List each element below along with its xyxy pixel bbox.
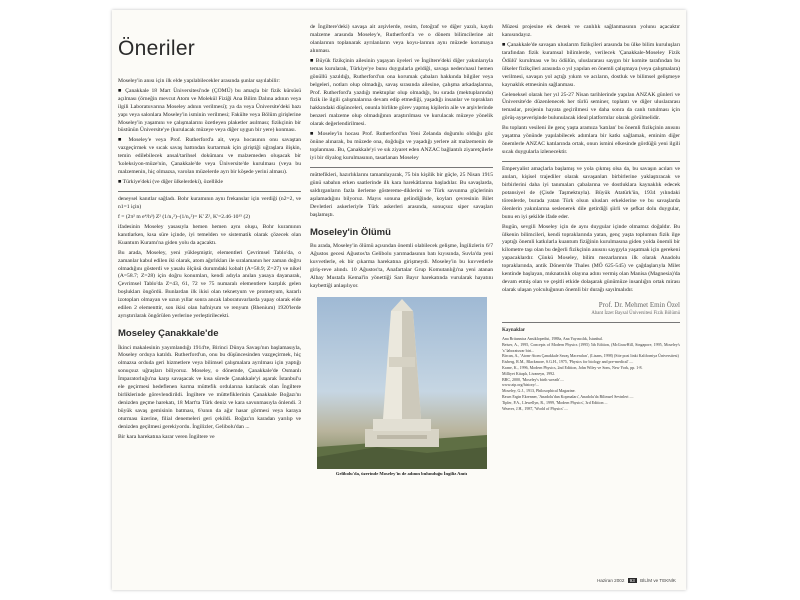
- paragraph: ifadesinin Moseley yasasıyla hemen hemen aynı oluşu, Bohr kuramının kanıtlarken, kısa süre içinde, iyi temelden ve sistematik olarak çözecek olan Kuantum Kuramı'na giden yolu da açacaktı.: [118, 223, 301, 246]
- paragraph: Müzesi projesine ek destek ve canlılık sağlanmasının yolunu açacaktır kanısındayız.: [502, 24, 680, 38]
- paragraph: Geleneksel olarak her yıl 25-27 Nisan tarihlerinde yapılan ANZAK günleri ve Üniversite'de düzenlenecek her türlü seminer, toplantı ve diğer uluslararası temaslar, projenin hayata geçirilmesi ve daha sonra da canlı tutulması için görüş-ayşeverişinde bulunulacak ideal platformlar olarak görülmelidir.: [502, 91, 680, 122]
- memorial-photo: [317, 297, 487, 469]
- paragraph: deneysel kanıtlar sağladı. Bohr kuramının aynı frekanslar için verdiği (n2=2, ve n1=1 için): [118, 196, 301, 210]
- paragraph: Bu arada, Moseley, yeni yükleşmiştir, elementleri Çevrimsel Tablo'da, o zamanlar kabul edilen iki olarak, atom ağırlıkları ile sıralamanın her zaman doğru olmadığını gösterdi ve yasalu ölçüsü durumdaki kobalt (A=58.9; Z=27) ve nikel (A=58.7; Z=28) için doğru konumları, kendi adıyla anılan yasaya dayanarak, Çevrimsel Tablo'da Z=43, 61, 72 ve 75 numaralı elementlere karşılık gelen boşlukları öngördü. Bunlardan ilk ikisi olan teknetyum ve prometyum, kararlı izotopları olmayan ve uzun yıllar sonra ancak laboratuvarlarda yapay olarak elde edilen 2 elementtir, son ikisi olan hafniyum ve renyum (Rhenium) 1920'lerde ayrıştırılarak öngörülen yerlerine yerleştirilecekti.: [118, 249, 301, 320]
- references: [502, 327, 680, 412]
- column-1: [118, 24, 301, 444]
- section-divider: [310, 167, 493, 168]
- journal-name: BİLİM ve TEKNİK: [640, 578, 676, 583]
- formula-text: f = (2π² m e⁴/h³) Z² (1/n₁²)–(1/n₂²)= K' Z², K'=2.46·10¹⁵: [118, 213, 243, 220]
- reference-item: Ana Britannica Ansiklopedisi, 1988a, Ana Yayıncılık, İstanbul.: [502, 335, 603, 341]
- references-title: Kaynaklar: [502, 327, 526, 333]
- reference-item: Weaver, J.H., 1987, 'World of Physics' ....: [502, 405, 569, 411]
- reference-item: Moseley, G.J., 1913, Philosophical Magazine.: [502, 388, 576, 394]
- paragraph: Moseley'in anısı için ilk elde yapılabilecekler arasında şunlar sayılabilir:: [118, 77, 280, 84]
- page-footer: [597, 578, 676, 583]
- paragraph: ■ Çanakkale'de savaşan uluslarım fizikçileri arasında bu ülke bilim kuruluşları tarafından fizik kuramsal bilimlerde, verilecek 'Çanakkale-Moseley Fizik Ödülü' kurulması ve bu ödülün, uluslararası saygın bir komite tarafından bu ülkeler fizikçileri arasında o yıl yapılan en önemli çalışmaya (veya çalışmalara) verilmesi, savaşın yol açtığı yıkım ve acıların, dostluk ve bilimsel gelişmeye kaynaklık etmesinin sağlanması.: [502, 41, 680, 88]
- reference-item: Milliyet Kitaplı, Livaneyn, 1992.: [502, 370, 556, 376]
- references-divider: [502, 322, 680, 323]
- reference-item: www.aip.org/history/...: [502, 382, 539, 388]
- section-heading: Moseley'in Ölümü: [310, 226, 391, 238]
- formula: [118, 214, 301, 222]
- reference-item: Rawn Ergin Ekrenner, 'Anadolu'dan Kopmaları', Anadolu'da Bilimsel Sevinleri ....: [502, 393, 634, 399]
- paragraph: ■ Büyük fizikçinin ailesinin yaşayan üyeleri ve İngiltere'deki diğer yakınlarıyla temas kurularak, Türkiye'ye bunu duygularla geldiği, savaşa neden/nasıl hemen gönüllü yazıldığı, Rutherford'un ona korumak çabaları hakkında bilgiler veya belgeleri, notları olup olmadığı, savaş sırasında ailesine, çalışma arkadaşlarına, Prof. Rutherford'a yazdığı mektuplar olup olmadığı, bu sırada (mektuplarında) fizik ile ilgili çalışmalarına devam edip etmediği, yaşadığı insanlar ve toprakları hakkındaki düşünceleri, onunla birlikte görev yapmış kişilerin aile ve arşivlerinde benzeri malzeme olup olmadığının araştırılması ve kurulacak müzeye yönelik olarak değerlendirilmesi.: [310, 57, 493, 128]
- section-divider: [118, 191, 301, 192]
- paragraph: İkinci makalesinin yayımlandığı 1914'te, Birinci Dünya Savaşı'nın başlamasıyla, Moseley orduya katıldı. Rutherford'un, onu bu düşüncesinden vazgeçirmek, hiç olmazsa orduda geri hizmetlere veya bilimsel çalışmalara ayrılması için yaptığı sonuçsuz uğraşları biliyoruz. Moseley, o dönemde, Çanakkale'de Osmanlı İmparatorluğu'na karşı savaşacak ve kısa sürede Çanakkale'yi aşarak İstanbul'u ele geçirmesi hedeflenen karma müttefik ordularına katılacak olan İngiltere birliklerinde görevlendirildi. İngiltere ve müttefiklerinin Çanakkale Boğazı'nı denizden geçme harekatı, 18 Mart'ta Türk deniz ve kara savunmasıyla önlendi. 3 büyük savaş gemisinin batması, 6'sının da ağır hasar görmesi veya karaya oturması üzerine, filial denemeleri geri çekildi. Boğaz'ın karadan yarılıp ve denizden geçilmesi gerekiyordu. İngilizler, Gelibolu'dan ...: [118, 344, 301, 430]
- reference-item: BBC, 2000, 'Moseley's birth wreath'....: [502, 376, 564, 382]
- memorial-obelisk-image: [317, 297, 487, 469]
- paragraph: Bugün, sevgili Moseley için de aynı duygular içinde olmamız doğaldır. Bu ülkenin bilimcileri, kendi topraklarında yatan, genç yaşta toplumun fizik ilge yaptığı önemli katkılarla kuantum fiziğinin kurulmasına giden yolda önemli bir kilometre taşı olan bu değerli fizikçinin anısını saygıyla yaşatmak için gerekeni yapacaklardır. Çünkü Moseley, bilim mezarlarının ilk olarak Anadolu topraklarında, antik Dönem'de Thales (MÖ 625-545) ve çağdaşlarıyla Milet kentinde başlayan, mıknatıslık olayına adını vermiş olan Manisa (Magnesia)'da devam etmiş olan ve çeşitli etkide dolaşarak günümüze insanlığın ortak mirası olarak ulaşan yolculuğunun önemli bir durağı sayılmalıdır.: [502, 223, 680, 294]
- issue-date: Haziran 2002: [597, 578, 625, 583]
- paragraph: ■ Moseley'e veya Prof. Rutherford'a ait, veya hocasının onu savaştan vazgeçirmek ve sıcak savaş hattından kurtarmak için giriştiği uğraşlara ilişkin, temin edilebilecek ansal/tarihsel dokümanı ve malzemeden oluşacak bir 'koleksiyon-müze'nin, Çanakkale'de veya Üniversite'de kurulması (veya bu malzemenin, hiç olmazsa, varolan müzelerde ayrı bir köşede yerini alması).: [118, 137, 301, 176]
- reference-item: Krane, K., 1996, Modern Physics, 2nd Edition, John Wiley ve Sons, New York, pp. 1-8.: [502, 364, 643, 370]
- paragraph: Bu arada, Moseley'in ölümü açısından önemli olabilecek gelişme, İngilizlerin 6/7 Ağustos gecesi Ağustos'ta Gelibolu yarımadasının batı kıyısında, Suvla'da yeni kuvvetlerle, ek bir çıkarma harekatına girişmeydi. Moseley'in bu kuvvetlerle giriş-reve alındı. 10 Ağustos'ta, Anafartalar Grup Komutanlığı'na yeni atanan Albay Mustafa Kemal'in yönettiği Sarı Bayır harekatında vurularak hayatını kaybettiği anlaşılıyor.: [310, 243, 493, 289]
- page-title: Öneriler: [118, 37, 196, 60]
- paragraph: müttefikleri, hazırlıklarını tamamlayarak, 75 bin kişilik bir güçle, 25 Nisan 1915 günü sabahın erken saatlerinde ilk kara harekâtlarına başladılar. Bu savaşlarda, saldırganların fazla ilerleme göstereme-diklerini ve Türk savunma güçlerinin aşılamadığını bilyoruz. Mayıs sonuna gelindiğinde, koyları çevresinin Bilet Devletleri askerleriyle Türk askerleri arasında, sonuçsuz siper savaşları başlamıştı.: [310, 171, 493, 218]
- photo-caption: Gelibolu'da, üzerinde Moseley'in de adının bulunduğu İngiliz Anıtı: [335, 470, 468, 476]
- paragraph: ■ Moseley'in hocası Prof. Rutherford'un Yeni Zelanda doğumlu olduğu göz önüne alınarak, bu müzede ona, doğduğu ve yaşadığı yerlere ait malzemenin de toplanması. Bu, Çanakkale'yi ve sık ziyaret eden ANZAC bağlantılı ziyaretçilerle iyi bir diyalog kurulmasının, tasarlanan Moseley: [310, 131, 493, 161]
- column-2: [310, 24, 493, 481]
- author-affiliation: Abant İzzet Baysal Üniversitesi Fizik Bölümü: [591, 310, 680, 316]
- paragraph: de İngiltere'deki) savaşa ait arşivlerde, resim, fotoğraf ve diğer yazılı, kaydı malzeme arasında Moseley'e, Rutherford'a ve o dönem bilimcilerine ait olanlarının toplanarak ayrılanların veya koyu-larının aynı müzede korumaya alınması.: [310, 24, 493, 54]
- paragraph: Emperyalist amaçlarla başlamış ve yola çıkmış olsa da, bu savaşın acıları ve anıları, kişisel trajediler olarak savaşanları birbirlerine yaklaştıracak ve birbirlerini daha iyi tanımaları çabalarına ve dostluklara kaynaklık edecek potansiyel de (Çisde Taşmektuyla). Büyük Atatürk'ün, 1934 yılındaki törenlerde, burada yatan Türk olsun ulusları erkeklerine ve bu savaşlarda ölenlerin yakınlarına seslenerek dile getirdiği şiirli ve şefkat dolu duygular, bunu en iyi şekilde ifade eder.: [502, 166, 680, 220]
- reference-item: Eisberg, R.M., Blackmore, S.G.H., 1975, 'Physics for biology and pre-medical' ....: [502, 359, 634, 365]
- reference-item: Beiser, A., 1995, Concepts of Modern Physics (1995) 5th Edition, (McGrawHill, Singapore, 1995, Moseley's 'x' laboratuvar biri...: [502, 341, 680, 353]
- formula-number: (2): [243, 213, 251, 220]
- paragraph: Bu toplantı vesileni ile genç yaşta aramıza 'katılan' bu önemli fizikçinin anısını yaşatma yönünde yapılabilecek adımlara bir katkı sağlamak, eminim diğer önemlerle ANZAC katılarında ortak, onun ismini elkesinde gördüğü yeni ilgili sıcak duygularla izlenecektir.: [502, 125, 680, 156]
- reference-item: Bircan, A., 'Atom-Atom Çanakkale Savaş Maceraları', (Lisans, 1998) (Site pozi linki Kaliforniya Üniversitesi): [502, 353, 679, 359]
- section-heading: Moseley Çanakkale'de: [118, 328, 219, 340]
- section-divider: [502, 161, 680, 162]
- author-name: Prof. Dr. Mehmet Emin Özel: [598, 301, 680, 309]
- paragraph: ■ Çanakkale 18 Mart Üniversitesi'nde (ÇOMÜ) bu amaçla bir fizik kürsüsü açılması (örneğin mevcut Atom ve Molekül Fiziği Ana Bilim Dalına adının veya ilgili Laboratuvarına Moseley adının verilmesi); ya da veya Üniversite'deki bazı yapı veya salonlara Moseley'in isminin verilmesi; Fakülte veya Bölüm girişlerine Moseley'in yaşamını ve çalışmalarını özetleyen plaketler asılması; fizikçinin bir büstünün Üniversite'ye (kurulacak müzeye veya diğer uygun bir yere) konması.: [118, 87, 301, 134]
- page-number: 93: [629, 578, 635, 583]
- paragraph: Bir kara harekatına karar veren İngiltere ve: [118, 433, 215, 440]
- reference-item: Tipler, P.A., Llewellyn, R., 1999, 'Modern Physics', 3rd Edition ...: [502, 399, 608, 405]
- column-3: [502, 24, 680, 411]
- paragraph: ■ Türkiye'deki (ve diğer ülkelerdeki), özellikle: [118, 179, 223, 186]
- magazine-page: [112, 10, 686, 590]
